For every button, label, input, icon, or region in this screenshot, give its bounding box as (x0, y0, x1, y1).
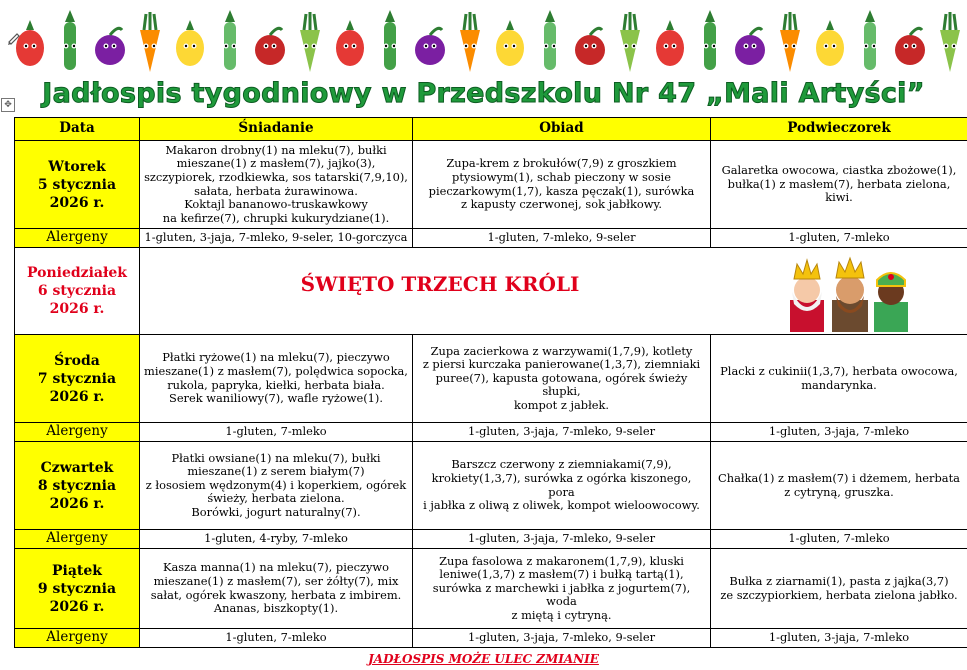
breakfast-cell (140, 549, 413, 629)
header-row (15, 118, 967, 141)
menu-line: z cytryną, gruszka. (784, 484, 894, 499)
menu-line: kompot z jabłek. (513, 397, 610, 412)
menu-line: puree(7), kapusta gotowana, ogórek świeży słupki, (435, 370, 688, 399)
menu-line: leniwe(1,3,7) z masłem(7) i bułką tartą(1), (439, 567, 684, 582)
menu-line: mieszane(1) z masłem(7), jajko(3), (176, 156, 376, 171)
menu-row (15, 442, 967, 530)
header-date: Data (15, 118, 140, 141)
day-cell (15, 141, 140, 229)
page-title: Jadłospis tygodniowy w Przedszkolu Nr 47 „Mali Artyści” (42, 78, 925, 109)
menu-table (14, 117, 967, 648)
allergen-row (15, 229, 967, 248)
menu-line: surówka z marchewki i jabłka z jogurtem(7), woda (432, 580, 691, 609)
footer-note: JADŁOSPIS MOŻE ULEC ZMIANIE (368, 652, 599, 666)
menu-line: Makaron drobny(1) na mleku(7), bułki (165, 142, 387, 157)
snack-cell (711, 335, 967, 423)
menu-line: Bułka z ziarnami(1), pasta z jajka(3,7) (729, 573, 949, 588)
allergen-breakfast: 1-gluten, 3-jaja, 7-mleko, 9-seler, 10-gorczyca (140, 229, 413, 248)
day-date: 6 stycznia (37, 283, 117, 299)
allergen-row (15, 423, 967, 442)
menu-line: mieszane(1) z masłem(7), ser żółty(7), mix (153, 573, 399, 588)
allergen-label: Alergeny (15, 530, 140, 549)
holiday-cell (140, 248, 967, 335)
day-date: 9 stycznia (37, 580, 117, 597)
snack-cell (711, 549, 967, 629)
allergen-snack: 1-gluten, 3-jaja, 7-mleko (711, 423, 967, 442)
menu-line: na kefirze(7), chrupki kukurydziane(1). (162, 210, 390, 225)
allergen-snack: 1-gluten, 3-jaja, 7-mleko (711, 629, 967, 648)
day-cell (15, 442, 140, 530)
header-lunch: Obiad (413, 118, 711, 141)
breakfast-cell (140, 141, 413, 229)
day-date: 8 stycznia (37, 477, 117, 494)
day-name: Wtorek (48, 158, 106, 175)
snack-cell (711, 442, 967, 530)
allergen-snack: 1-gluten, 7-mleko (711, 530, 967, 549)
menu-line: kiwi. (825, 190, 853, 205)
allergen-snack: 1-gluten, 7-mleko (711, 229, 967, 248)
menu-line: rukola, papryka, kiełki, herbata biała. (167, 377, 385, 392)
menu-line: bułka(1) z masłem(7), herbata zielona, (727, 176, 951, 191)
menu-line: ze szczypiorkiem, herbata zielona jabłko. (720, 587, 958, 602)
menu-line: Zupa-krem z brokułów(7,9) z groszkiem (446, 156, 677, 171)
holiday-row (15, 248, 967, 335)
menu-row (15, 141, 967, 229)
day-year: 2026 r. (49, 388, 105, 405)
lunch-cell (413, 549, 711, 629)
menu-line: mieszane(1) z serem białym(7) (187, 464, 365, 479)
breakfast-cell (140, 442, 413, 530)
allergen-row (15, 530, 967, 549)
header-breakfast: Śniadanie (140, 118, 413, 141)
menu-line: sałata, herbata żurawinowa. (194, 183, 358, 198)
allergen-breakfast: 1-gluten, 7-mleko (140, 629, 413, 648)
menu-line: Serek waniliowy(7), wafle ryżowe(1). (169, 391, 383, 406)
menu-line: mandarynka. (801, 377, 877, 392)
menu-row (15, 549, 967, 629)
allergen-lunch: 1-gluten, 3-jaja, 7-mleko, 9-seler (413, 423, 711, 442)
allergen-label: Alergeny (15, 629, 140, 648)
day-cell (15, 335, 140, 423)
menu-line: szczypiorek, rzodkiewka, sos tatarski(7,9,10), (144, 169, 408, 184)
menu-line: mieszane(1) z masłem(7), polędwica sopocka, (144, 363, 408, 378)
allergen-label: Alergeny (15, 229, 140, 248)
menu-line: z łososiem wędzonym(4) i koperkiem, ogórek (145, 477, 407, 492)
day-year: 2026 r. (49, 598, 105, 615)
allergen-lunch: 1-gluten, 3-jaja, 7-mleko, 9-seler (413, 629, 711, 648)
allergen-breakfast: 1-gluten, 4-ryby, 7-mleko (140, 530, 413, 549)
day-date: 5 stycznia (37, 176, 117, 193)
day-cell (15, 549, 140, 629)
day-name: Środa (54, 352, 100, 369)
menu-line: z miętą i cytryną. (511, 607, 612, 622)
menu-line: Barszcz czerwony z ziemniakami(7,9), (451, 457, 672, 472)
day-date: 7 stycznia (37, 370, 117, 387)
three-kings-illustration (660, 252, 910, 332)
menu-line: sałat, ogórek kwaszony, herbata z imbirem. (150, 587, 402, 602)
menu-line: Ananas, biszkopty(1). (213, 601, 339, 616)
menu-line: Kasza manna(1) na mleku(7), pieczywo (162, 560, 390, 575)
menu-line: Płatki ryżowe(1) na mleku(7), pieczywo (162, 350, 390, 365)
table-move-handle-icon[interactable]: ✥ (1, 98, 15, 112)
menu-line: pieczarkowym(1,7), kasza pęczak(1), surówka (428, 183, 695, 198)
menu-line: świeży, herbata zielona. (207, 491, 345, 506)
menu-line: Zupa fasolowa z makaronem(1,7,9), kluski (439, 553, 684, 568)
day-cell (15, 248, 140, 335)
menu-row (15, 335, 967, 423)
day-year: 2026 r. (49, 301, 105, 317)
edit-pen-icon[interactable] (6, 30, 22, 46)
day-name: Piątek (52, 562, 102, 579)
allergen-lunch: 1-gluten, 3-jaja, 7-mleko, 9-seler (413, 530, 711, 549)
day-year: 2026 r. (49, 495, 105, 512)
lunch-cell (413, 335, 711, 423)
day-year: 2026 r. (49, 194, 105, 211)
menu-line: Placki z cukinii(1,3,7), herbata owocowa, (720, 363, 958, 378)
menu-line: Płatki owsiane(1) na mleku(7), bułki (171, 450, 381, 465)
menu-line: Zupa zacierkowa z warzywami(1,7,9), kotlety (430, 343, 693, 358)
menu-line: Koktajl bananowo-truskawkowy (184, 197, 368, 212)
allergen-row (15, 629, 967, 648)
vegetable-banner (0, 0, 967, 82)
menu-line: ptysiowym(1), schab pieczony w sosie (452, 169, 671, 184)
allergen-lunch: 1-gluten, 7-mleko, 9-seler (413, 229, 711, 248)
lunch-cell (413, 141, 711, 229)
allergen-label: Alergeny (15, 423, 140, 442)
header-snack: Podwieczorek (711, 118, 967, 141)
lunch-cell (413, 442, 711, 530)
day-name: Poniedziałek (26, 265, 128, 281)
snack-cell (711, 141, 967, 229)
menu-line: z kapusty czerwonej, sok jabłkowy. (460, 197, 663, 212)
day-name: Czwartek (40, 459, 114, 476)
menu-line: krokiety(1,3,7), surówka z ogórka kiszonego, pora (431, 470, 692, 499)
menu-line: Borówki, jogurt naturalny(7). (191, 504, 361, 519)
breakfast-cell (140, 335, 413, 423)
holiday-text: ŚWIĘTO TRZECH KRÓLI (300, 272, 580, 296)
menu-line: Galaretka owocowa, ciastka zbożowe(1), (721, 163, 957, 178)
menu-line: i jabłka z oliwą z oliwek, kompot wieloowocowy. (423, 498, 700, 513)
menu-line: Chałka(1) z masłem(7) i dżemem, herbata (718, 470, 960, 485)
allergen-breakfast: 1-gluten, 7-mleko (140, 423, 413, 442)
menu-line: z piersi kurczaka panierowane(1,3,7), ziemniaki (422, 357, 701, 372)
